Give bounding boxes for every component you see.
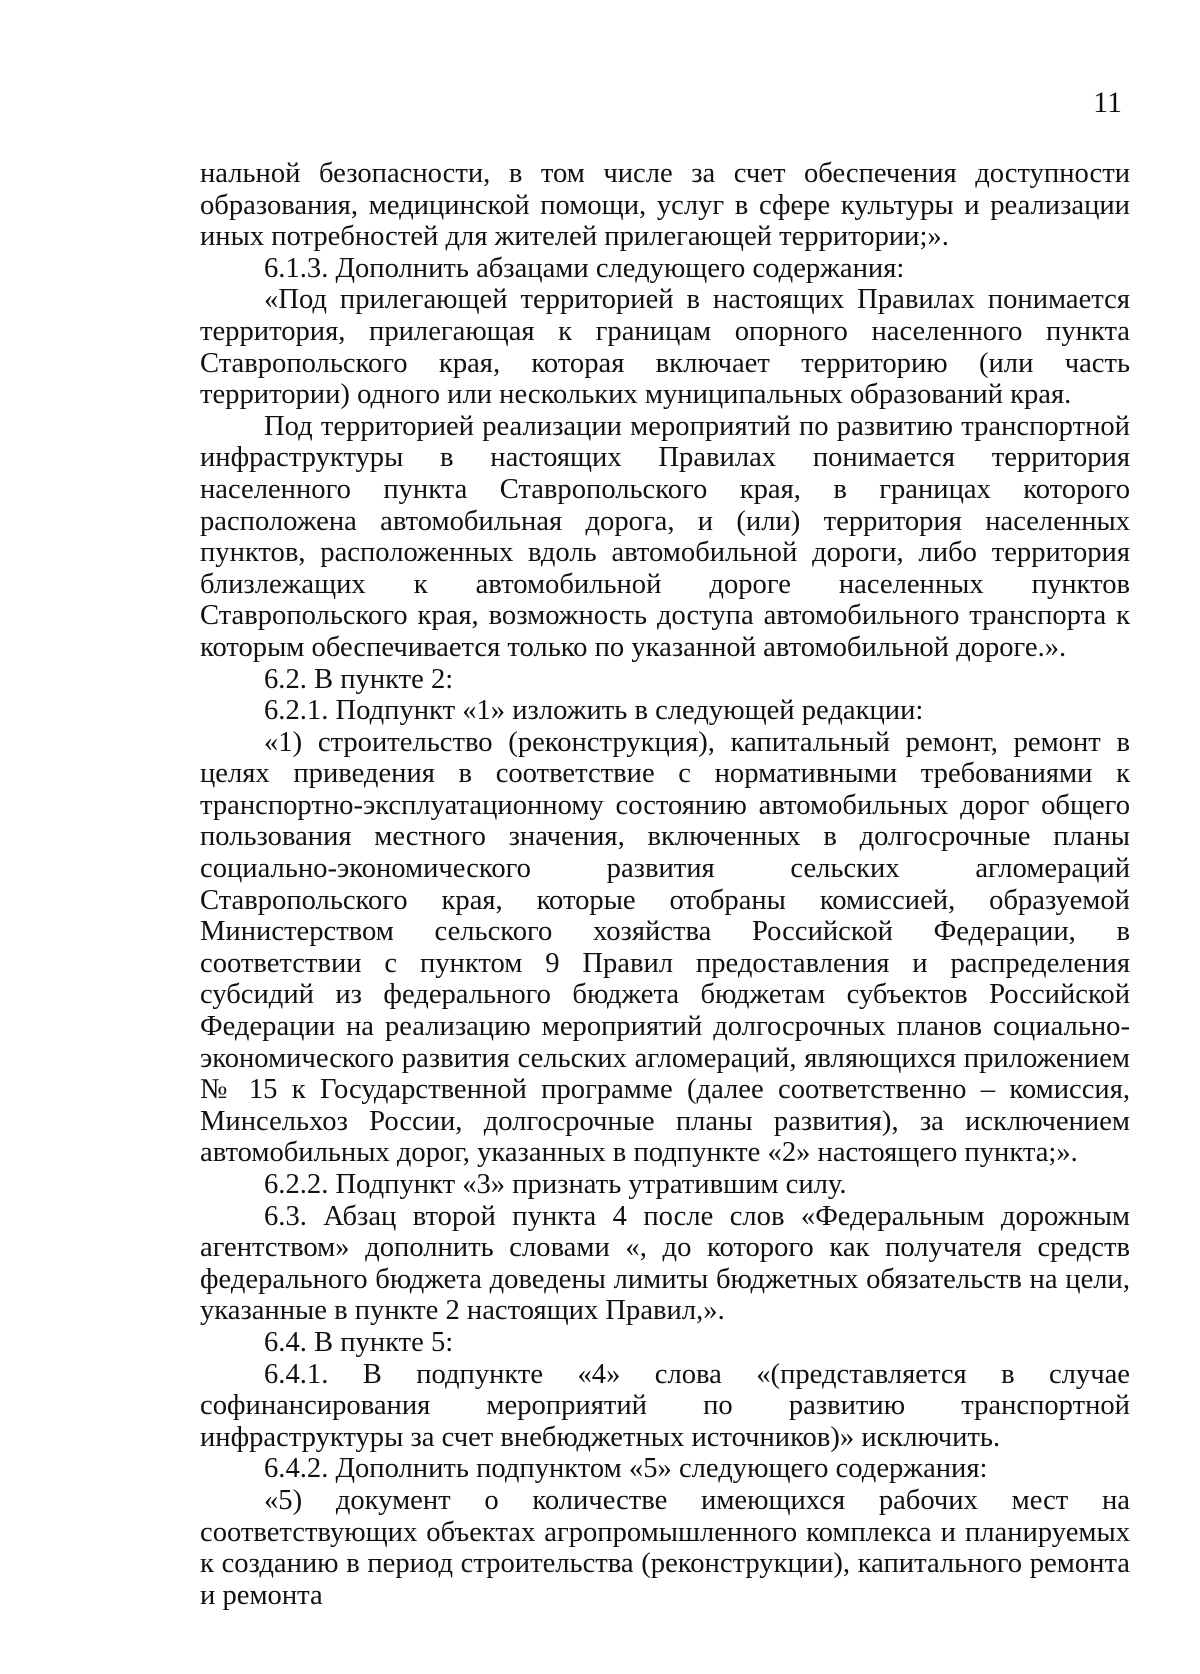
document-body [200, 158, 1130, 1611]
paragraph: «Под прилегающей территорией в настоящих Правилах понимается территория, прилегающая к границам опорного населенного пункта Ставропольского края, которая включает территорию (или часть территории) одного или нескольких муниципальных образований края. [200, 284, 1130, 411]
paragraph: 6.4.2. Дополнить подпунктом «5» следующего содержания: [264, 1453, 988, 1485]
paragraph: 6.2. В пункте 2: [264, 663, 454, 695]
paragraph: 6.2.2. Подпункт «3» признать утратившим силу. [264, 1169, 847, 1200]
paragraph: 6.3. Абзац второй пункта 4 после слов «Федеральным дорожным агентством» дополнить словами «, до которого как получателя средств федерального бюджета доведены лимиты бюджетных обязательств на цели, указанные в пункте 2 настоящих Правил,». [200, 1200, 1130, 1327]
paragraph: 6.4. В пункте 5: [264, 1326, 454, 1358]
paragraph: 6.1.3. Дополнить абзацами следующего содержания: [264, 252, 905, 284]
paragraph: нальной безопасности, в том числе за счет обеспечения доступности образования, медицинской помощи, услуг в сфере культуры и реализации иных потребностей для жителей прилегающей территории;». [200, 158, 1130, 253]
page-number: 11 [1093, 86, 1122, 119]
paragraph: 6.2.1. Подпункт «1» изложить в следующей редакции: [264, 695, 924, 727]
paragraph: «1) строительство (реконструкция), капитальный ремонт, ремонт в целях приведения в соответствие с нормативными требованиями к транспортно-эксплуатационному состоянию автомобильных дорог общего пользования местного значения, включенных в долгосрочные планы социально-экономического развития сельских агломераций Ставропольского края, которые отобраны комиссией, образуемой Министерством сельского хозяйства Российской Федерации, в соответствии с пунктом 9 Правил предоставления и распределения субсидий из федерального бюджета бюджетам субъектов Российской Федерации на реализацию мероприятий долгосрочных планов социально-экономического развития сельских агломераций, являющихся приложением № 15 к Государственной программе (далее соответственно – комиссия, Минсельхоз России, долгосрочные планы развития), за исключением автомобильных дорог, указанных в подпункте «2» настоящего пункта;». [200, 726, 1130, 1169]
paragraph: Под территорией реализации мероприятий по развитию транспортной инфраструктуры в настоящих Правилах понимается территория населенного пункта Ставропольского края, в границах которого расположена автомобильная дорога, и (или) территория населенных пунктов, расположенных вдоль автомобильной дороги, либо территория близлежащих к автомобильной дороге населенных пунктов Ставропольского края, возможность доступа автомобильного транспорта к которым обеспечивается только по указанной автомобильной дороге.». [200, 410, 1130, 663]
paragraph: «5) документ о количестве имеющихся рабочих мест на соответствующих объектах агропромышленного комплекса и планируемых к созданию в период строительства (реконструкции), капитального ремонта и ремонта [200, 1484, 1130, 1611]
paragraph: 6.4.1. В подпункте «4» слова «(представляется в случае софинансирования мероприятий по развитию транспортной инфраструктуры за счет внебюджетных источников)» исключить. [200, 1358, 1130, 1453]
